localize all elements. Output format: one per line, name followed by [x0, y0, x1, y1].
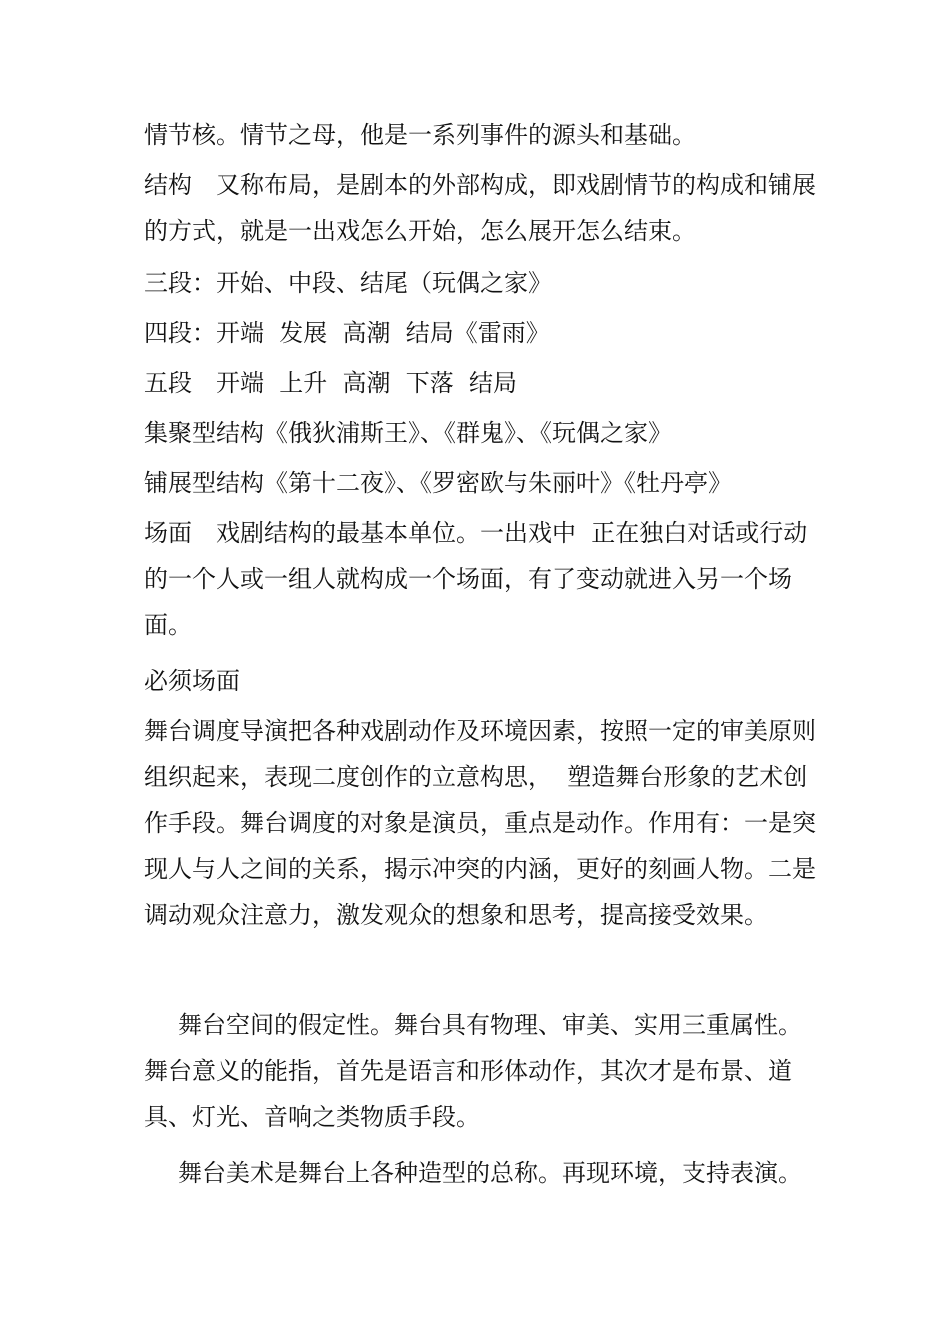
paragraph-obligatory-scene: 必须场面: [144, 667, 240, 695]
paragraph-structure: 结构 又称布局，是剧本的外部构成，即戏剧情节的构成和铺展的方式，就是一出戏怎么开始，怎么展开怎么结束。: [144, 171, 816, 245]
paragraph-stage-art: 舞台美术是舞台上各种造型的总称。再现环境，支持表演。: [178, 1159, 802, 1187]
paragraph-scene: 场面 戏剧结构的最基本单位。一出戏中 正在独白对话或行动的一个人或一组人就构成一个场面，有了变动就进入另一个场面。: [144, 519, 808, 639]
paragraph-five-part: 五段 开端 上升 高潮 下落 结局: [144, 369, 518, 397]
paragraph-stage-blocking: 舞台调度导演把各种戏剧动作及环境因素，按照一定的审美原则组织起来，表现二度创作的立意构思， 塑造舞台形象的艺术创作手段。舞台调度的对象是演员，重点是动作。作用有：一是突现人与人之间的关系，揭示冲突的内涵，更好的刻画人物。二是调动观众注意力，激发观众的想象和思考，提高接受效果。: [144, 717, 816, 929]
paragraph-three-part: 三段：开始、中段、结尾（玩偶之家》: [144, 269, 552, 297]
paragraph-plot-core: 情节核。情节之母，他是一系列事件的源头和基础。: [144, 121, 696, 149]
paragraph-four-part: 四段：开端 发展 高潮 结局《雷雨》: [144, 319, 550, 347]
paragraph-stage-space: 舞台空间的假定性。舞台具有物理、审美、实用三重属性。舞台意义的能指，首先是语言和形体动作，其次才是布景、道具、灯光、音响之类物质手段。: [144, 1011, 802, 1131]
paragraph-expanded-structure: 铺展型结构《第十二夜》、《罗密欧与朱丽叶》《牡丹亭》: [144, 469, 732, 497]
paragraph-concentrated-structure: 集聚型结构《俄狄浦斯王》、《群鬼》、《玩偶之家》: [144, 419, 672, 447]
